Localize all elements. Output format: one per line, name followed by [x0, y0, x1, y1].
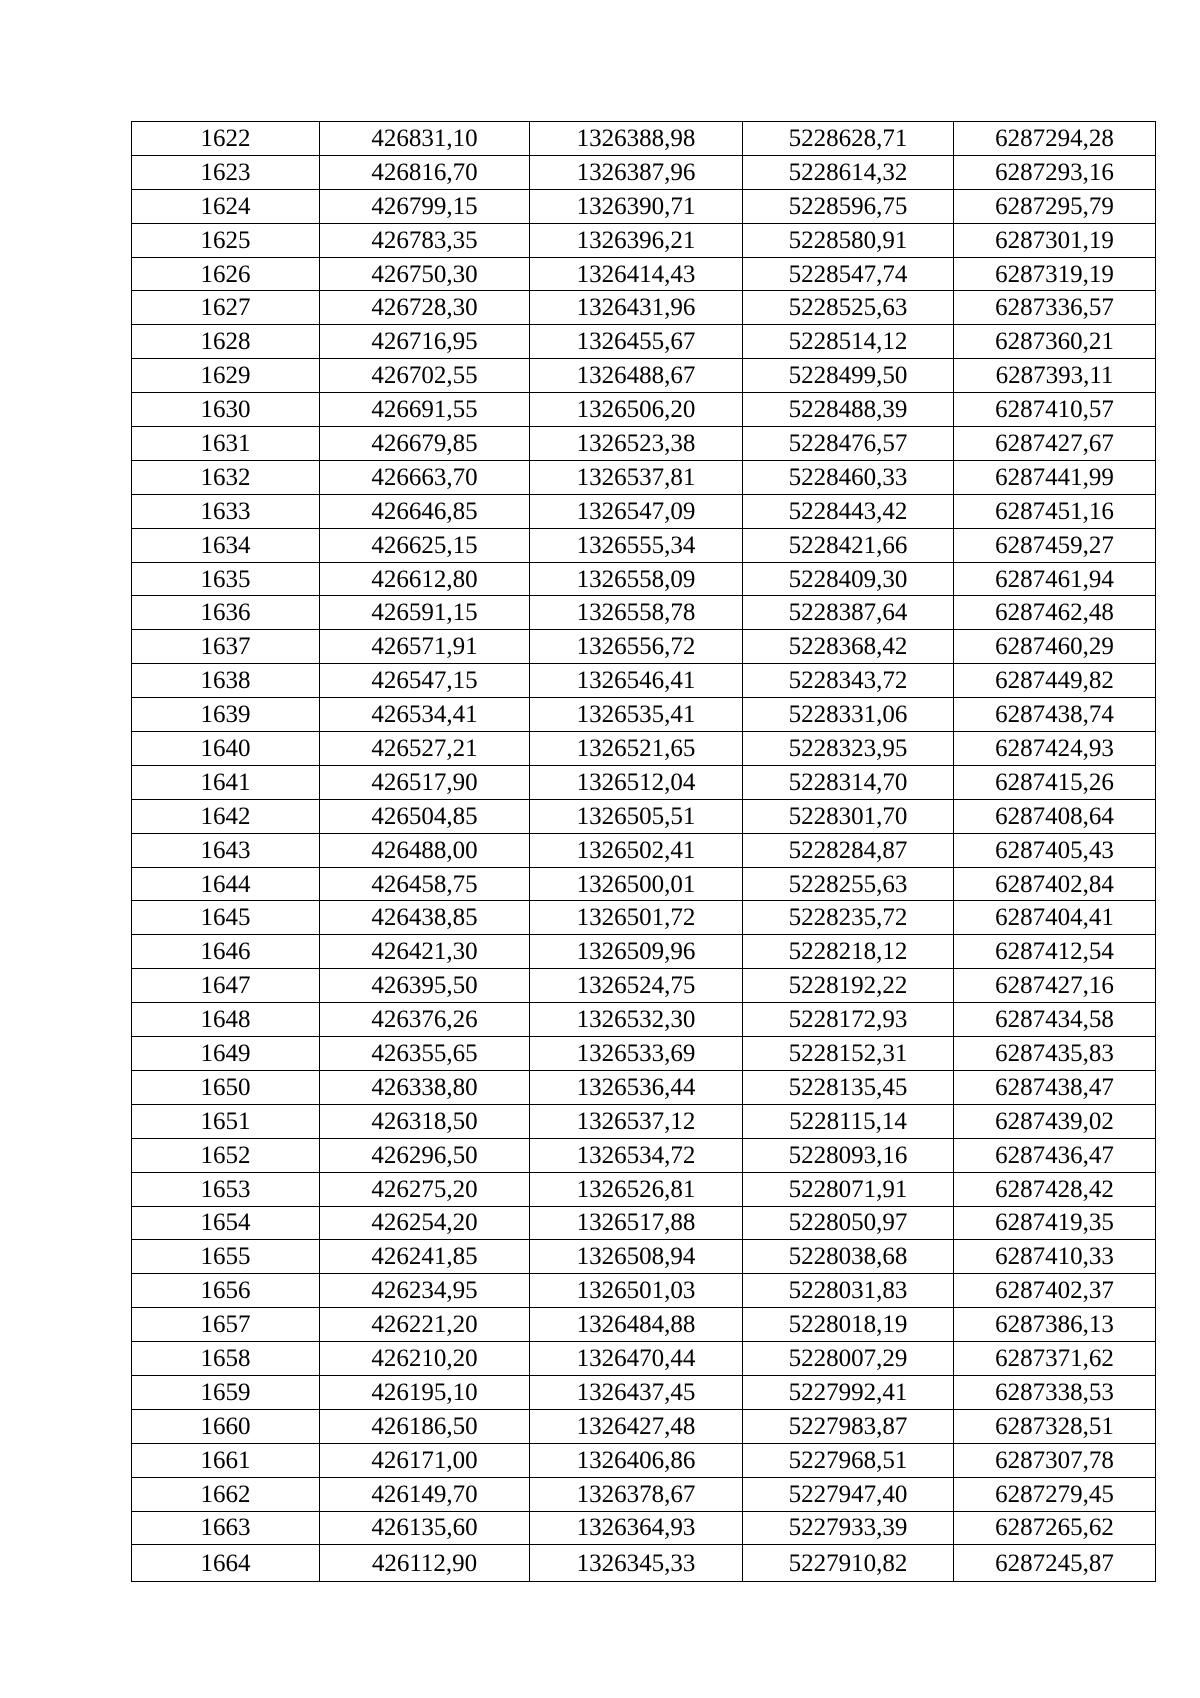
value-cell-2: 1326437,45	[530, 1375, 743, 1409]
value-cell-4: 6287293,16	[954, 155, 1156, 189]
value-cell-4: 6287371,62	[954, 1342, 1156, 1376]
table-row	[132, 596, 1156, 630]
point-number-cell: 1638	[132, 664, 320, 698]
value-cell-3: 5228314,70	[743, 765, 954, 799]
value-cell-2: 1326558,09	[530, 562, 743, 596]
value-cell-2: 1326517,88	[530, 1206, 743, 1240]
table-row	[132, 1443, 1156, 1477]
value-cell-1: 426195,10	[320, 1375, 530, 1409]
table-row	[132, 698, 1156, 732]
table-row	[132, 1138, 1156, 1172]
point-number-cell: 1626	[132, 257, 320, 291]
value-cell-4: 6287427,67	[954, 427, 1156, 461]
value-cell-2: 1326523,38	[530, 427, 743, 461]
point-number-cell: 1660	[132, 1409, 320, 1443]
value-cell-2: 1326388,98	[530, 122, 743, 156]
value-cell-2: 1326512,04	[530, 765, 743, 799]
value-cell-1: 426571,91	[320, 630, 530, 664]
value-cell-2: 1326501,72	[530, 901, 743, 935]
value-cell-4: 6287439,02	[954, 1104, 1156, 1138]
table-row	[132, 494, 1156, 528]
value-cell-3: 5228031,83	[743, 1274, 954, 1308]
value-cell-4: 6287449,82	[954, 664, 1156, 698]
table-row	[132, 765, 1156, 799]
point-number-cell: 1629	[132, 359, 320, 393]
point-number-cell: 1624	[132, 189, 320, 223]
table-row	[132, 1037, 1156, 1071]
table-row	[132, 189, 1156, 223]
value-cell-2: 1326508,94	[530, 1240, 743, 1274]
value-cell-2: 1326555,34	[530, 528, 743, 562]
table-row	[132, 867, 1156, 901]
point-number-cell: 1663	[132, 1511, 320, 1545]
value-cell-1: 426296,50	[320, 1138, 530, 1172]
table-row	[132, 1477, 1156, 1511]
value-cell-3: 5228071,91	[743, 1172, 954, 1206]
value-cell-3: 5228614,32	[743, 155, 954, 189]
value-cell-2: 1326502,41	[530, 833, 743, 867]
value-cell-3: 5228596,75	[743, 189, 954, 223]
table-row	[132, 630, 1156, 664]
point-number-cell: 1653	[132, 1172, 320, 1206]
table-row	[132, 325, 1156, 359]
table-row	[132, 122, 1156, 156]
value-cell-4: 6287438,74	[954, 698, 1156, 732]
value-cell-2: 1326500,01	[530, 867, 743, 901]
value-cell-3: 5228018,19	[743, 1308, 954, 1342]
value-cell-2: 1326526,81	[530, 1172, 743, 1206]
value-cell-1: 426241,85	[320, 1240, 530, 1274]
value-cell-3: 5227933,39	[743, 1511, 954, 1545]
value-cell-3: 5228368,42	[743, 630, 954, 664]
value-cell-3: 5228409,30	[743, 562, 954, 596]
table-row	[132, 427, 1156, 461]
table-row	[132, 1511, 1156, 1545]
value-cell-2: 1326536,44	[530, 1070, 743, 1104]
value-cell-1: 426504,85	[320, 799, 530, 833]
value-cell-4: 6287410,57	[954, 393, 1156, 427]
value-cell-4: 6287402,37	[954, 1274, 1156, 1308]
value-cell-1: 426691,55	[320, 393, 530, 427]
value-cell-1: 426783,35	[320, 223, 530, 257]
value-cell-2: 1326537,81	[530, 460, 743, 494]
table-row	[132, 664, 1156, 698]
point-number-cell: 1625	[132, 223, 320, 257]
point-number-cell: 1656	[132, 1274, 320, 1308]
point-number-cell: 1652	[132, 1138, 320, 1172]
value-cell-4: 6287336,57	[954, 291, 1156, 325]
value-cell-2: 1326390,71	[530, 189, 743, 223]
value-cell-3: 5228255,63	[743, 867, 954, 901]
value-cell-4: 6287436,47	[954, 1138, 1156, 1172]
value-cell-4: 6287245,87	[954, 1545, 1156, 1582]
value-cell-1: 426149,70	[320, 1477, 530, 1511]
value-cell-1: 426716,95	[320, 325, 530, 359]
table-row	[132, 155, 1156, 189]
table-row	[132, 562, 1156, 596]
value-cell-3: 5228235,72	[743, 901, 954, 935]
point-number-cell: 1630	[132, 393, 320, 427]
value-cell-2: 1326427,48	[530, 1409, 743, 1443]
point-number-cell: 1651	[132, 1104, 320, 1138]
value-cell-2: 1326556,72	[530, 630, 743, 664]
point-number-cell: 1637	[132, 630, 320, 664]
value-cell-1: 426112,90	[320, 1545, 530, 1582]
value-cell-2: 1326431,96	[530, 291, 743, 325]
value-cell-2: 1326470,44	[530, 1342, 743, 1376]
value-cell-3: 5227910,82	[743, 1545, 954, 1582]
point-number-cell: 1650	[132, 1070, 320, 1104]
value-cell-1: 426702,55	[320, 359, 530, 393]
value-cell-4: 6287319,19	[954, 257, 1156, 291]
value-cell-1: 426395,50	[320, 969, 530, 1003]
value-cell-2: 1326406,86	[530, 1443, 743, 1477]
table-row	[132, 460, 1156, 494]
value-cell-4: 6287462,48	[954, 596, 1156, 630]
value-cell-4: 6287410,33	[954, 1240, 1156, 1274]
value-cell-1: 426438,85	[320, 901, 530, 935]
value-cell-4: 6287265,62	[954, 1511, 1156, 1545]
table-row	[132, 1342, 1156, 1376]
value-cell-2: 1326455,67	[530, 325, 743, 359]
value-cell-4: 6287460,29	[954, 630, 1156, 664]
value-cell-2: 1326521,65	[530, 732, 743, 766]
value-cell-4: 6287408,64	[954, 799, 1156, 833]
point-number-cell: 1659	[132, 1375, 320, 1409]
table-row	[132, 1104, 1156, 1138]
table-row	[132, 833, 1156, 867]
value-cell-2: 1326505,51	[530, 799, 743, 833]
point-number-cell: 1662	[132, 1477, 320, 1511]
value-cell-4: 6287415,26	[954, 765, 1156, 799]
table-row	[132, 1274, 1156, 1308]
value-cell-1: 426318,50	[320, 1104, 530, 1138]
value-cell-4: 6287404,41	[954, 901, 1156, 935]
table-row	[132, 1240, 1156, 1274]
table-row	[132, 799, 1156, 833]
value-cell-1: 426591,15	[320, 596, 530, 630]
point-number-cell: 1634	[132, 528, 320, 562]
value-cell-1: 426135,60	[320, 1511, 530, 1545]
value-cell-4: 6287435,83	[954, 1037, 1156, 1071]
value-cell-1: 426234,95	[320, 1274, 530, 1308]
value-cell-3: 5228525,63	[743, 291, 954, 325]
value-cell-3: 5227992,41	[743, 1375, 954, 1409]
point-number-cell: 1643	[132, 833, 320, 867]
value-cell-4: 6287386,13	[954, 1308, 1156, 1342]
value-cell-3: 5228547,74	[743, 257, 954, 291]
value-cell-4: 6287438,47	[954, 1070, 1156, 1104]
value-cell-3: 5228115,14	[743, 1104, 954, 1138]
point-number-cell: 1655	[132, 1240, 320, 1274]
value-cell-4: 6287424,93	[954, 732, 1156, 766]
value-cell-4: 6287441,99	[954, 460, 1156, 494]
point-number-cell: 1640	[132, 732, 320, 766]
value-cell-1: 426458,75	[320, 867, 530, 901]
value-cell-4: 6287328,51	[954, 1409, 1156, 1443]
table-row	[132, 901, 1156, 935]
point-number-cell: 1635	[132, 562, 320, 596]
value-cell-4: 6287459,27	[954, 528, 1156, 562]
table-row	[132, 223, 1156, 257]
value-cell-2: 1326501,03	[530, 1274, 743, 1308]
value-cell-4: 6287295,79	[954, 189, 1156, 223]
point-number-cell: 1633	[132, 494, 320, 528]
value-cell-3: 5228514,12	[743, 325, 954, 359]
value-cell-1: 426646,85	[320, 494, 530, 528]
value-cell-1: 426799,15	[320, 189, 530, 223]
value-cell-4: 6287461,94	[954, 562, 1156, 596]
value-cell-3: 5228152,31	[743, 1037, 954, 1071]
value-cell-1: 426254,20	[320, 1206, 530, 1240]
point-number-cell: 1631	[132, 427, 320, 461]
value-cell-4: 6287405,43	[954, 833, 1156, 867]
value-cell-3: 5228135,45	[743, 1070, 954, 1104]
table-row	[132, 1206, 1156, 1240]
value-cell-1: 426186,50	[320, 1409, 530, 1443]
value-cell-3: 5228331,06	[743, 698, 954, 732]
value-cell-4: 6287393,11	[954, 359, 1156, 393]
value-cell-3: 5228580,91	[743, 223, 954, 257]
table-row	[132, 393, 1156, 427]
value-cell-1: 426679,85	[320, 427, 530, 461]
value-cell-1: 426728,30	[320, 291, 530, 325]
value-cell-3: 5228628,71	[743, 122, 954, 156]
value-cell-4: 6287412,54	[954, 935, 1156, 969]
value-cell-2: 1326387,96	[530, 155, 743, 189]
point-number-cell: 1644	[132, 867, 320, 901]
value-cell-1: 426221,20	[320, 1308, 530, 1342]
value-cell-3: 5228218,12	[743, 935, 954, 969]
point-number-cell: 1632	[132, 460, 320, 494]
value-cell-1: 426750,30	[320, 257, 530, 291]
value-cell-1: 426210,20	[320, 1342, 530, 1376]
table-row	[132, 935, 1156, 969]
value-cell-1: 426527,21	[320, 732, 530, 766]
value-cell-3: 5228460,33	[743, 460, 954, 494]
value-cell-4: 6287419,35	[954, 1206, 1156, 1240]
value-cell-3: 5228172,93	[743, 1003, 954, 1037]
value-cell-2: 1326488,67	[530, 359, 743, 393]
table-row	[132, 1070, 1156, 1104]
value-cell-1: 426625,15	[320, 528, 530, 562]
table-row	[132, 969, 1156, 1003]
value-cell-2: 1326364,93	[530, 1511, 743, 1545]
value-cell-1: 426355,65	[320, 1037, 530, 1071]
value-cell-1: 426612,80	[320, 562, 530, 596]
value-cell-2: 1326533,69	[530, 1037, 743, 1071]
value-cell-1: 426547,15	[320, 664, 530, 698]
value-cell-4: 6287279,45	[954, 1477, 1156, 1511]
point-number-cell: 1658	[132, 1342, 320, 1376]
value-cell-3: 5228443,42	[743, 494, 954, 528]
table-row	[132, 359, 1156, 393]
table-row	[132, 528, 1156, 562]
value-cell-1: 426338,80	[320, 1070, 530, 1104]
point-number-cell: 1642	[132, 799, 320, 833]
point-number-cell: 1623	[132, 155, 320, 189]
value-cell-2: 1326484,88	[530, 1308, 743, 1342]
value-cell-1: 426275,20	[320, 1172, 530, 1206]
value-cell-2: 1326509,96	[530, 935, 743, 969]
value-cell-3: 5228421,66	[743, 528, 954, 562]
value-cell-1: 426488,00	[320, 833, 530, 867]
value-cell-2: 1326345,33	[530, 1545, 743, 1582]
value-cell-2: 1326535,41	[530, 698, 743, 732]
table-row	[132, 291, 1156, 325]
point-number-cell: 1649	[132, 1037, 320, 1071]
value-cell-2: 1326524,75	[530, 969, 743, 1003]
value-cell-1: 426816,70	[320, 155, 530, 189]
value-cell-4: 6287338,53	[954, 1375, 1156, 1409]
value-cell-3: 5228038,68	[743, 1240, 954, 1274]
value-cell-2: 1326378,67	[530, 1477, 743, 1511]
value-cell-2: 1326532,30	[530, 1003, 743, 1037]
value-cell-3: 5228301,70	[743, 799, 954, 833]
value-cell-3: 5228476,57	[743, 427, 954, 461]
value-cell-3: 5228192,22	[743, 969, 954, 1003]
point-number-cell: 1628	[132, 325, 320, 359]
value-cell-1: 426534,41	[320, 698, 530, 732]
value-cell-3: 5227983,87	[743, 1409, 954, 1443]
value-cell-3: 5228343,72	[743, 664, 954, 698]
table-row	[132, 1409, 1156, 1443]
value-cell-3: 5227947,40	[743, 1477, 954, 1511]
table-row	[132, 1308, 1156, 1342]
value-cell-3: 5228007,29	[743, 1342, 954, 1376]
value-cell-1: 426831,10	[320, 122, 530, 156]
value-cell-3: 5228050,97	[743, 1206, 954, 1240]
value-cell-1: 426171,00	[320, 1443, 530, 1477]
value-cell-4: 6287360,21	[954, 325, 1156, 359]
value-cell-3: 5227968,51	[743, 1443, 954, 1477]
value-cell-3: 5228387,64	[743, 596, 954, 630]
table-row	[132, 1172, 1156, 1206]
value-cell-4: 6287402,84	[954, 867, 1156, 901]
point-number-cell: 1645	[132, 901, 320, 935]
value-cell-4: 6287307,78	[954, 1443, 1156, 1477]
value-cell-4: 6287294,28	[954, 122, 1156, 156]
value-cell-4: 6287451,16	[954, 494, 1156, 528]
value-cell-4: 6287434,58	[954, 1003, 1156, 1037]
point-number-cell: 1639	[132, 698, 320, 732]
point-number-cell: 1648	[132, 1003, 320, 1037]
value-cell-4: 6287301,19	[954, 223, 1156, 257]
point-number-cell: 1636	[132, 596, 320, 630]
point-number-cell: 1627	[132, 291, 320, 325]
value-cell-2: 1326506,20	[530, 393, 743, 427]
point-number-cell: 1657	[132, 1308, 320, 1342]
value-cell-1: 426663,70	[320, 460, 530, 494]
value-cell-2: 1326558,78	[530, 596, 743, 630]
value-cell-3: 5228499,50	[743, 359, 954, 393]
value-cell-3: 5228093,16	[743, 1138, 954, 1172]
point-number-cell: 1661	[132, 1443, 320, 1477]
value-cell-2: 1326414,43	[530, 257, 743, 291]
value-cell-4: 6287427,16	[954, 969, 1156, 1003]
value-cell-2: 1326537,12	[530, 1104, 743, 1138]
value-cell-1: 426517,90	[320, 765, 530, 799]
point-number-cell: 1647	[132, 969, 320, 1003]
value-cell-3: 5228488,39	[743, 393, 954, 427]
table-row	[132, 1375, 1156, 1409]
value-cell-1: 426376,26	[320, 1003, 530, 1037]
value-cell-2: 1326396,21	[530, 223, 743, 257]
value-cell-2: 1326547,09	[530, 494, 743, 528]
table-row	[132, 1545, 1156, 1582]
value-cell-3: 5228284,87	[743, 833, 954, 867]
point-number-cell: 1664	[132, 1545, 320, 1582]
coordinates-table	[131, 121, 1156, 1582]
table-row	[132, 257, 1156, 291]
coordinates-table-body	[132, 122, 1156, 1582]
value-cell-1: 426421,30	[320, 935, 530, 969]
value-cell-3: 5228323,95	[743, 732, 954, 766]
point-number-cell: 1646	[132, 935, 320, 969]
point-number-cell: 1654	[132, 1206, 320, 1240]
table-row	[132, 732, 1156, 766]
point-number-cell: 1641	[132, 765, 320, 799]
value-cell-2: 1326534,72	[530, 1138, 743, 1172]
value-cell-4: 6287428,42	[954, 1172, 1156, 1206]
point-number-cell: 1622	[132, 122, 320, 156]
value-cell-2: 1326546,41	[530, 664, 743, 698]
table-row	[132, 1003, 1156, 1037]
